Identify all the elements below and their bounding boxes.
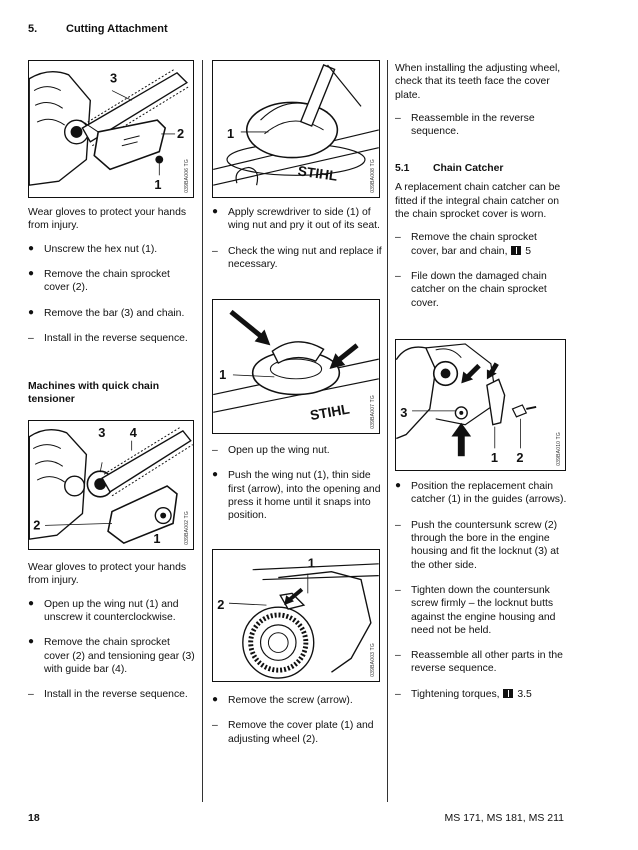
list-item: ● Remove the screw (arrow).: [212, 694, 353, 706]
page-reference-link[interactable]: 5: [525, 245, 532, 257]
section-header: [28, 22, 168, 36]
chain-catcher-illustration: [396, 340, 565, 470]
gloves-warning: Wear gloves to protect your hands from injury.: [28, 207, 187, 232]
svg-text:STIHL: STIHL: [296, 163, 339, 184]
page-number: 18: [28, 812, 40, 824]
list-item: ● Open up the wing nut (1) and unscrew it counterclockwise.: [28, 597, 179, 623]
col2-text-a: [212, 206, 382, 283]
figure-code: 039BA003 TG: [369, 643, 376, 677]
list-item: – Install in the reverse sequence.: [28, 689, 188, 701]
figure-bar-removal: [28, 60, 194, 198]
chainsaw-bar-illustration: [29, 61, 193, 197]
col1-text-b: [28, 561, 196, 714]
callout-1: 1: [219, 366, 227, 382]
col1-text-a: [28, 206, 196, 357]
col3-text-c: [395, 480, 567, 713]
list-item: – Open up the wing nut.: [212, 445, 330, 456]
callout-3: 3: [110, 70, 118, 86]
column-divider: [387, 60, 388, 802]
svg-text:STIHL: STIHL: [308, 401, 351, 424]
column-divider: [202, 60, 203, 802]
figure-code: 039BA007 TG: [369, 395, 376, 429]
list-item: – Tightening torques, 3.5: [395, 688, 532, 700]
page-reference-link[interactable]: 3.5: [517, 688, 532, 700]
list-item: – Remove the chain sprocket cover, bar and chain, 5: [395, 232, 537, 257]
list-item: ● Remove the bar (3) and chain.: [28, 306, 185, 319]
list-item: ● Remove the chain sprocket cover (2).: [28, 267, 170, 294]
callout-2: 2: [516, 450, 524, 466]
quick-tensioner-illustration: [29, 421, 193, 549]
list-item: ● Push the wing nut (1), thin side first (arrow), into the opening and press it home until it snaps into position.: [212, 469, 381, 522]
section-number: 5.: [28, 23, 38, 35]
col2-text-c: [212, 694, 382, 758]
callout-1: 1: [153, 531, 161, 547]
callout-1: 1: [307, 555, 315, 571]
wing-nut-pry-illustration: [213, 61, 379, 197]
figure-code: 039BA002 TG: [183, 511, 190, 545]
subheading-quick-tensioner: Machines with quick chain tensioner: [28, 381, 160, 406]
figure-adjusting-wheel: [212, 549, 380, 682]
list-item: – Push the countersunk screw (2) through the bore in the engine housing and fit the locknut (3) at the other side.: [395, 519, 559, 571]
subsection-number: 5.1: [395, 163, 410, 174]
list-item: ● Position the replacement chain catcher (1) in the guides (arrows).: [395, 480, 567, 506]
book-icon: [503, 689, 513, 698]
book-icon: [511, 246, 521, 255]
list-item: ● Apply screwdriver to side (1) of wing nut and pry it out of its seat.: [212, 206, 380, 232]
callout-1: 1: [490, 450, 498, 466]
figure-wing-nut-pry: [212, 60, 380, 198]
callout-2: 2: [217, 597, 225, 613]
model-list: MS 171, MS 181, MS 211: [444, 812, 564, 824]
callout-1: 1: [154, 177, 162, 193]
col3-text-a: [395, 62, 567, 151]
list-item: – Tighten down the countersunk screw firmly – the locknut butts against the engine housing and need not be held.: [395, 584, 556, 636]
list-item: – Check the wing nut and replace if necessary.: [212, 245, 382, 270]
figure-code: 039BA010 TG: [555, 432, 562, 466]
callout-1: 1: [227, 125, 235, 141]
figure-quick-tensioner: [28, 420, 194, 550]
figure-code: 039BA006 TG: [183, 159, 190, 193]
list-item: – Install in the reverse sequence.: [28, 332, 188, 344]
adjusting-wheel-note: When installing the adjusting wheel, check that its teeth face the cover plate.: [395, 63, 561, 101]
callout-4: 4: [129, 424, 137, 440]
figure-code: 039BA008 TG: [369, 159, 376, 193]
figure-chain-catcher: [395, 339, 566, 471]
list-item: – Reassemble in the reverse sequence.: [395, 112, 535, 138]
list-item: – Remove the cover plate (1) and adjusting wheel (2).: [212, 720, 374, 745]
callout-2: 2: [33, 517, 41, 533]
wing-nut-insert-illustration: [213, 300, 379, 433]
subsection-title: Chain Catcher: [433, 163, 504, 174]
callout-3: 3: [400, 404, 408, 420]
list-item: – File down the damaged chain catcher on the chain sprocket cover.: [395, 270, 547, 309]
list-item: – Reassemble all other parts in the reverse sequence.: [395, 650, 563, 675]
callout-2: 2: [177, 125, 185, 141]
adjusting-wheel-illustration: [213, 550, 379, 681]
list-item: ● Remove the chain sprocket cover (2) and tensioning gear (3) with guide bar (4).: [28, 636, 195, 675]
col3-text-b: [395, 162, 567, 322]
col2-text-b: [212, 444, 382, 535]
section-title: Cutting Attachment: [66, 23, 168, 35]
section-heading: [395, 162, 567, 175]
list-item: ● Unscrew the hex nut (1).: [28, 242, 158, 255]
chain-catcher-intro: A replacement chain catcher can be fitted if the integral chain catcher on the chain sprocket cover is worn.: [395, 182, 561, 220]
callout-3: 3: [98, 424, 106, 440]
gloves-warning: Wear gloves to protect your hands from injury.: [28, 562, 187, 587]
figure-wing-nut-insert: [212, 299, 380, 434]
